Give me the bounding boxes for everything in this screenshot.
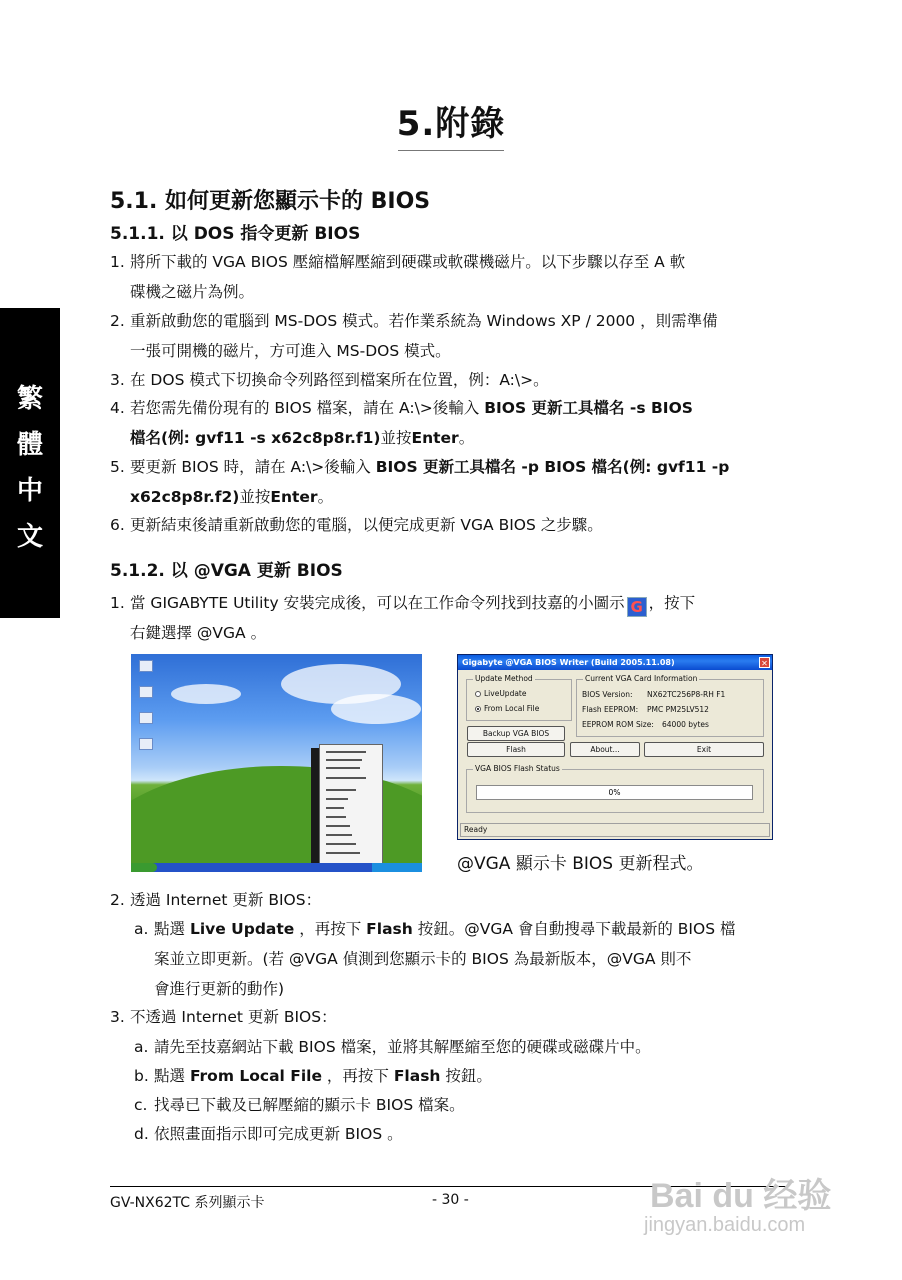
desktop-icon[interactable] bbox=[139, 660, 153, 672]
list-item: a. 點選 Live Update ，再按下 Flash 按鈕。@VGA 會自動搜尋下載最新的 BIOS 檔 案並立即更新。(若 @VGA 偵測到您顯示卡的 BIOS 為最新版本，@VGA 則不 會進行更新的動作) bbox=[134, 920, 736, 998]
title-underline bbox=[398, 150, 504, 151]
list-item: 4. 若您需先備份現有的 BIOS 檔案，請在 A:\>後輸入 BIOS 更新工具檔名 -s BIOS 檔名(例: gvf11 -s x62c8p8r.f1)並按Enter。 bbox=[110, 399, 693, 447]
list-item: 5. 要更新 BIOS 時，請在 A:\>後輸入 BIOS 更新工具檔名 -p BIOS 檔名(例: gvf11 -p x62c8p8r.f2)並按Enter。 bbox=[110, 458, 730, 506]
system-tray bbox=[372, 863, 422, 872]
radio-liveupdate[interactable]: LiveUpdate bbox=[475, 689, 526, 699]
chapter-title: 5.附錄 bbox=[396, 104, 506, 144]
close-icon[interactable]: ✕ bbox=[759, 657, 770, 668]
side-tab-char: 繁 bbox=[16, 384, 43, 414]
footer-product: GV-NX62TC 系列顯示卡 bbox=[110, 1195, 265, 1211]
flash-button[interactable]: Flash bbox=[467, 742, 565, 757]
flash-eeprom-label: Flash EEPROM: bbox=[582, 705, 639, 714]
page-number: - 30 - bbox=[432, 1192, 469, 1208]
flash-status-group: VGA BIOS Flash Status bbox=[466, 769, 764, 813]
bios-version-value: NX62TC256P8-RH F1 bbox=[647, 690, 726, 699]
flash-progress-bar: 0% bbox=[476, 785, 753, 800]
list-item: 2. 重新啟動您的電腦到 MS-DOS 模式。若作業系統為 Windows XP / 2000 ，則需準備 一張可開機的磁片，方可進入 MS-DOS 模式。 bbox=[110, 312, 718, 360]
list-item: 1. 當 GIGABYTE Utility 安裝完成後，可以在工作命令列找到技嘉的小圖示 G ，按下 右鍵選擇 @VGA 。 bbox=[110, 594, 696, 642]
side-tab-char: 體 bbox=[16, 430, 43, 460]
list-item: a. 請先至技嘉網站下載 BIOS 檔案，並將其解壓縮至您的硬碟或磁碟片中。 bbox=[134, 1038, 651, 1056]
exit-button[interactable]: Exit bbox=[644, 742, 764, 757]
subsection-title-atvga: 5.1.2. 以 @VGA 更新 BIOS bbox=[110, 561, 343, 581]
list-item: 3. 不透過 Internet 更新 BIOS： bbox=[110, 1008, 337, 1026]
desktop-icon[interactable] bbox=[139, 712, 153, 724]
windows-desktop-screenshot bbox=[131, 654, 422, 872]
start-button[interactable] bbox=[131, 863, 157, 872]
update-method-group: Update Method LiveUpdate From Local File bbox=[466, 679, 572, 721]
baidu-watermark-url: jingyan.baidu.com bbox=[644, 1214, 806, 1236]
baidu-watermark-logo: Bai du 经验 bbox=[650, 1177, 832, 1215]
list-item: c. 找尋已下載及已解壓縮的顯示卡 BIOS 檔案。 bbox=[134, 1096, 465, 1114]
backup-vga-bios-button[interactable]: Backup VGA BIOS bbox=[467, 726, 565, 741]
dialog-title: Gigabyte @VGA BIOS Writer (Build 2005.11.08) bbox=[458, 655, 772, 670]
section-title: 5.1. 如何更新您顯示卡的 BIOS bbox=[110, 189, 431, 214]
about-button[interactable]: About... bbox=[570, 742, 640, 757]
list-item: 2. 透過 Internet 更新 BIOS： bbox=[110, 891, 322, 909]
subsection-title-dos: 5.1.1. 以 DOS 指令更新 BIOS bbox=[110, 224, 361, 244]
list-item: d. 依照畫面指示即可完成更新 BIOS 。 bbox=[134, 1125, 403, 1143]
eeprom-rom-size-value: 64000 bytes bbox=[662, 720, 709, 729]
status-bar: Ready bbox=[460, 823, 770, 837]
side-tab-char: 中 bbox=[16, 476, 43, 506]
side-tab-char: 文 bbox=[16, 522, 43, 552]
figure-caption: @VGA 顯示卡 BIOS 更新程式。 bbox=[457, 854, 704, 874]
card-info-group: Current VGA Card Information BIOS Version: NX62TC256P8-RH F1 Flash EEPROM: PMC PM25LV512 EEPROM ROM Size: 64000 bytes bbox=[576, 679, 764, 737]
context-menu[interactable] bbox=[319, 744, 383, 864]
flash-eeprom-value: PMC PM25LV512 bbox=[647, 705, 709, 714]
list-item: 6. 更新結束後請重新啟動您的電腦，以便完成更新 VGA BIOS 之步驟。 bbox=[110, 516, 603, 534]
gigabyte-utility-icon: G bbox=[627, 597, 647, 617]
bios-version-label: BIOS Version: bbox=[582, 690, 633, 699]
desktop-icon[interactable] bbox=[139, 686, 153, 698]
list-item: 3. 在 DOS 模式下切換命令列路徑到檔案所在位置，例：A:\>。 bbox=[110, 371, 549, 389]
radio-selected-icon[interactable] bbox=[475, 706, 481, 712]
list-item: b. 點選 From Local File ，再按下 Flash 按鈕。 bbox=[134, 1067, 492, 1085]
vga-bios-writer-dialog bbox=[457, 654, 773, 840]
radio-icon[interactable] bbox=[475, 691, 481, 697]
language-side-tab bbox=[0, 308, 60, 618]
eeprom-rom-size-label: EEPROM ROM Size: bbox=[582, 720, 654, 729]
desktop-icon[interactable] bbox=[139, 738, 153, 750]
radio-from-local-file[interactable]: From Local File bbox=[475, 704, 539, 714]
list-item: 1. 將所下載的 VGA BIOS 壓縮檔解壓縮到硬碟或軟碟機磁片。以下步驟以存至 A 軟 碟機之磁片為例。 bbox=[110, 253, 686, 301]
